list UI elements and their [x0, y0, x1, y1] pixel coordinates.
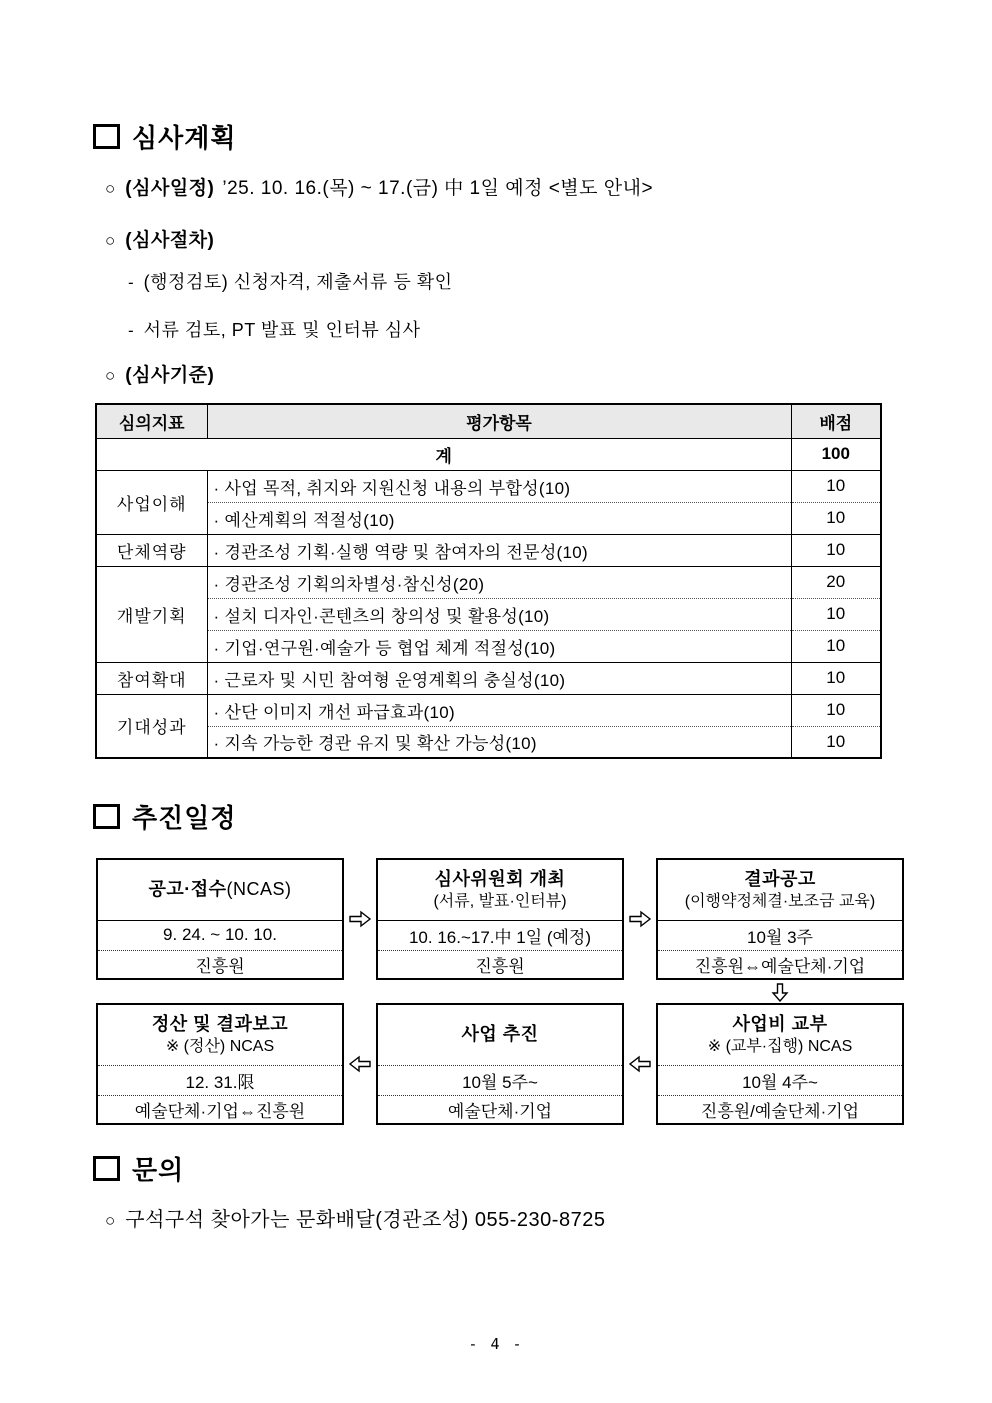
circle-bullet-icon: ○ — [105, 179, 116, 198]
score-cell: 10 — [791, 502, 881, 534]
table-row — [96, 726, 881, 758]
page-number: - 4 - — [468, 1335, 524, 1353]
item-label: (심사일정) — [125, 178, 215, 199]
table-row — [96, 566, 881, 598]
item-cell: · 경관조성 기획·실행 역량 및 참여자의 전문성(10) — [207, 534, 791, 566]
box-title: 심사위원회 개최 — [434, 869, 566, 890]
total-score: 100 — [791, 438, 881, 470]
category-cell: 참여확대 — [96, 662, 207, 694]
item-cell: · 근로자 및 시민 참여형 운영계획의 충실성(10) — [207, 662, 791, 694]
table-row — [96, 502, 881, 534]
table-row — [96, 630, 881, 662]
flow-box-result — [656, 858, 904, 980]
score-cell: 10 — [791, 598, 881, 630]
box-title: 정산 및 결과보고 — [151, 1014, 289, 1035]
box-owner: 예술단체·기업⇔진흥원 — [98, 1095, 342, 1123]
flow-down-connector — [96, 982, 904, 1002]
box-title: 사업비 교부 — [732, 1014, 828, 1035]
box-subtitle: ※ (정산) NCAS — [165, 1037, 275, 1055]
table-row — [96, 470, 881, 502]
item-text: (행정검토) 신청자격, 제출서류 등 확인 — [143, 272, 453, 292]
box-title-suffix: (NCAS) — [226, 879, 292, 900]
table-row — [96, 598, 881, 630]
col-header-item: 평가항목 — [207, 404, 791, 438]
item-cell: · 산단 이미지 개선 파급효과(10) — [207, 694, 791, 726]
flow-box-committee — [376, 858, 624, 980]
section-title: 문의 — [132, 1155, 185, 1185]
flow-box-settlement — [96, 1003, 344, 1125]
score-cell: 20 — [791, 566, 881, 598]
col-header-category: 심의지표 — [96, 404, 207, 438]
square-bullet-icon — [93, 124, 120, 149]
item-cell: · 지속 가능한 경관 유지 및 확산 가능성(10) — [207, 726, 791, 758]
schedule-flow-row-1 — [96, 858, 904, 980]
box-owner: 진흥원/예술단체·기업 — [658, 1095, 902, 1123]
flow-box-announcement — [96, 858, 344, 980]
score-cell: 10 — [791, 534, 881, 566]
square-bullet-icon — [93, 804, 120, 829]
inquiry-contact-line — [105, 1203, 605, 1232]
flow-box-execution — [376, 1003, 624, 1125]
arrow-down-icon — [770, 982, 790, 1002]
flow-box-grant — [656, 1003, 904, 1125]
item-cell: · 설치 디자인·콘텐츠의 창의성 및 활용성(10) — [207, 598, 791, 630]
table-row — [96, 694, 881, 726]
box-owner: 진흥원 — [378, 950, 622, 978]
review-item-criteria — [105, 360, 222, 387]
review-subitem-admin-check — [128, 268, 452, 294]
review-item-procedure — [105, 225, 222, 252]
arrow-left-icon — [348, 1054, 372, 1074]
item-cell: · 경관조성 기획의차별성·참신성(20) — [207, 566, 791, 598]
score-cell: 10 — [791, 694, 881, 726]
item-text: 서류 검토, PT 발표 및 인터뷰 심사 — [143, 320, 421, 340]
item-label: (심사기준) — [125, 365, 215, 386]
circle-bullet-icon: ○ — [105, 366, 116, 385]
box-date: 9. 24. ~ 10. 10. — [98, 920, 342, 950]
table-row — [96, 534, 881, 566]
box-date: 10. 16.~17.中 1일 (예정) — [378, 920, 622, 950]
box-owner: 예술단체·기업 — [378, 1095, 622, 1123]
item-cell: · 사업 목적, 취지와 지원신청 내용의 부합성(10) — [207, 470, 791, 502]
score-cell: 10 — [791, 470, 881, 502]
box-title: 공고·접수 — [148, 879, 227, 900]
contact-text: 구석구석 찾아가는 문화배달(경관조성) 055-230-8725 — [125, 1209, 606, 1231]
circle-bullet-icon: ○ — [105, 1211, 116, 1230]
box-subtitle: (서류, 발표·인터뷰) — [433, 892, 567, 910]
schedule-flow-row-2 — [96, 1003, 904, 1125]
item-cell: · 기업·연구원·예술가 등 협업 체계 적절성(10) — [207, 630, 791, 662]
arrow-right-icon — [628, 909, 652, 929]
table-total-row — [96, 438, 881, 470]
section-heading-schedule — [93, 798, 236, 835]
score-cell: 10 — [791, 726, 881, 758]
category-cell: 단체역량 — [96, 534, 207, 566]
box-owner: 진흥원⇔예술단체·기업 — [658, 950, 902, 978]
section-heading-inquiry — [93, 1150, 184, 1187]
section-heading-review — [93, 118, 236, 155]
item-text: ’25. 10. 16.(목) ~ 17.(금) 中 1일 예정 <별도 안내> — [222, 178, 654, 199]
box-subtitle: ※ (교부·집행) NCAS — [707, 1037, 853, 1055]
score-cell: 10 — [791, 630, 881, 662]
box-subtitle: (이행약정체결·보조금 교육) — [684, 892, 876, 910]
box-date: 10월 5주~ — [378, 1065, 622, 1095]
dash-bullet: - — [128, 273, 134, 292]
box-date: 10월 4주~ — [658, 1065, 902, 1095]
item-label: (심사절차) — [125, 230, 215, 251]
col-header-score: 배점 — [791, 404, 881, 438]
section-title: 추진일정 — [132, 803, 237, 833]
table-header-row — [96, 404, 881, 438]
review-subitem-doc-review — [128, 316, 421, 342]
box-title: 사업 추진 — [461, 1024, 539, 1045]
category-cell: 기대성과 — [96, 694, 207, 758]
item-cell: · 예산계획의 적절성(10) — [207, 502, 791, 534]
arrow-right-icon — [348, 909, 372, 929]
box-title: 결과공고 — [744, 869, 816, 890]
dash-bullet: - — [128, 321, 134, 340]
total-label: 계 — [96, 438, 791, 470]
category-cell: 사업이해 — [96, 470, 207, 534]
review-item-schedule — [105, 173, 653, 200]
section-title: 심사계획 — [132, 123, 237, 153]
table-row — [96, 662, 881, 694]
box-owner: 진흥원 — [98, 950, 342, 978]
score-cell: 10 — [791, 662, 881, 694]
criteria-table — [95, 403, 882, 759]
square-bullet-icon — [93, 1156, 120, 1181]
circle-bullet-icon: ○ — [105, 231, 116, 250]
box-date: 12. 31.限 — [98, 1065, 342, 1095]
arrow-left-icon — [628, 1054, 652, 1074]
box-date: 10월 3주 — [658, 920, 902, 950]
category-cell: 개발기획 — [96, 566, 207, 662]
